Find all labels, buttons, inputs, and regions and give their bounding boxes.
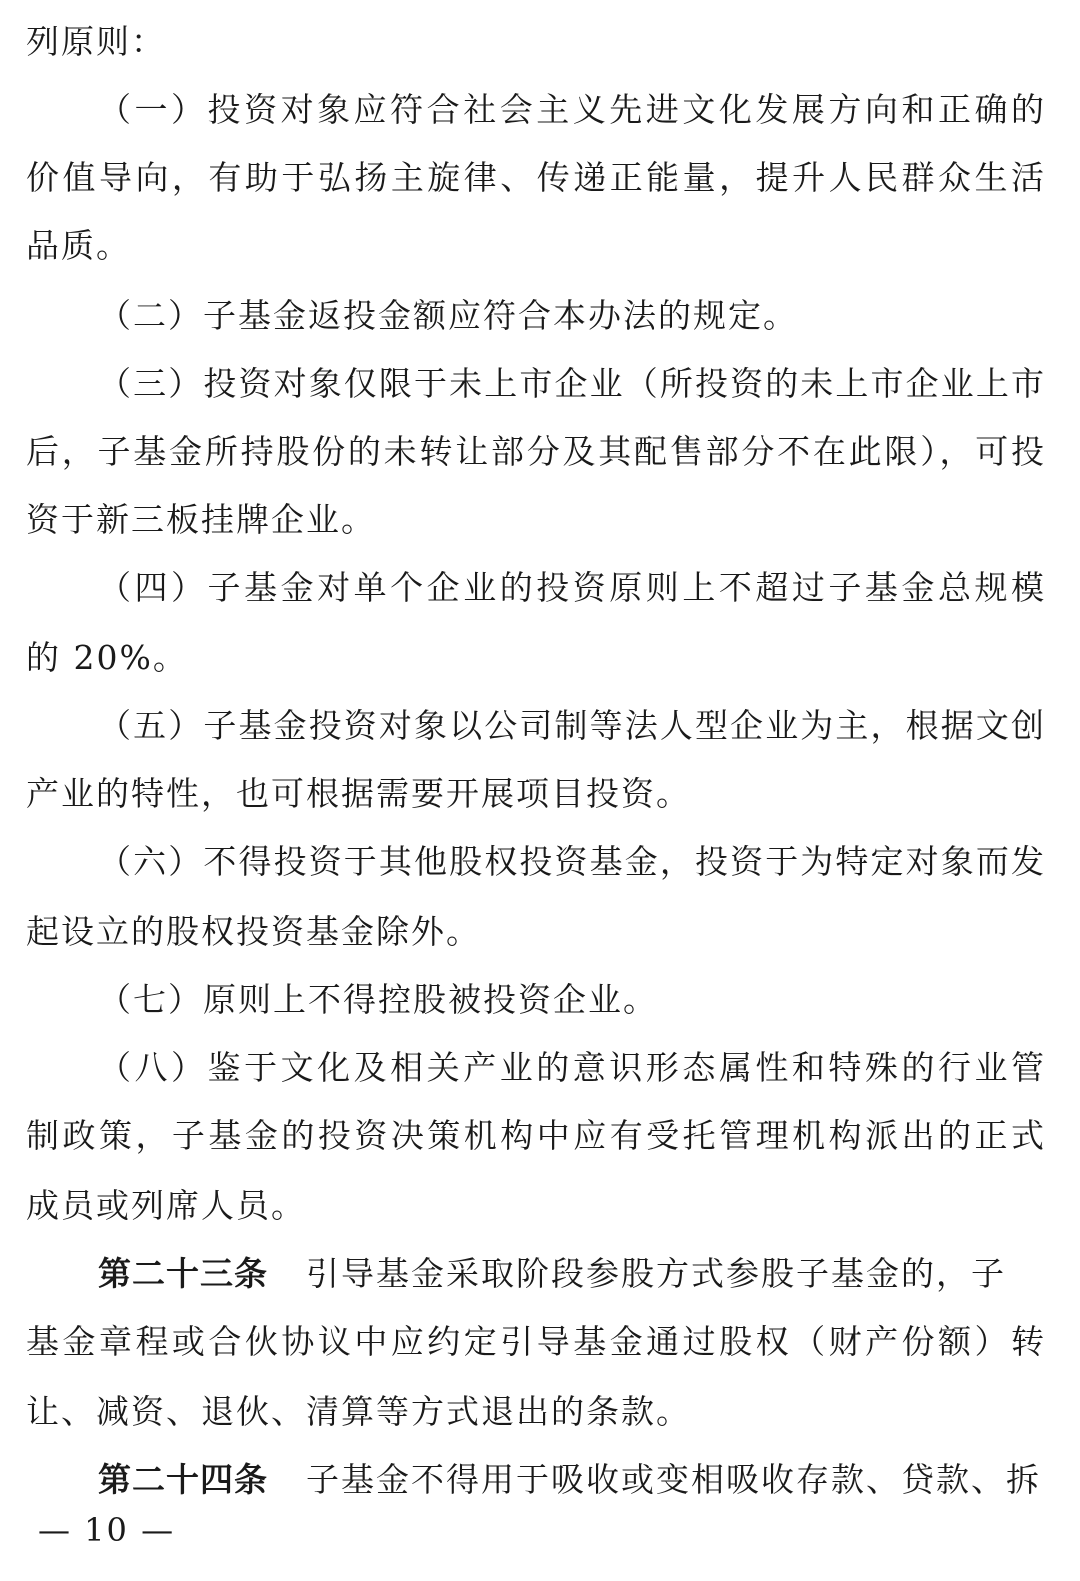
clause-3-line: 资于新三板挂牌企业。 <box>26 500 376 539</box>
article-23-line <box>26 1252 1046 1296</box>
article-24-text: 子基金不得用于吸收或变相吸收存款、贷款、拆 <box>306 1460 1041 1499</box>
clause-8-line: 成员或列席人员。 <box>26 1186 306 1225</box>
clause-3-line: 后，子基金所持股份的未转让部分及其配售部分不在此限），可投 <box>26 432 1046 471</box>
clause-4-line: （四）子基金对单个企业的投资原则上不超过子基金总规模 <box>98 568 1046 607</box>
clause-6-line: （六）不得投资于其他股权投资基金，投资于为特定对象而发 <box>98 842 1046 881</box>
clause-4-line: 的 20%。 <box>26 638 188 677</box>
article-23-heading: 第二十三条 <box>98 1254 268 1293</box>
clause-7-line: （七）原则上不得控股被投资企业。 <box>98 980 658 1019</box>
page-number: — 10 — <box>38 1511 176 1549</box>
article-24-heading: 第二十四条 <box>98 1460 268 1499</box>
clause-8-line: 制政策，子基金的投资决策机构中应有受托管理机构派出的正式 <box>26 1116 1046 1155</box>
clause-1-line: （一）投资对象应符合社会主义先进文化发展方向和正确的 <box>98 90 1046 129</box>
clause-5-line: 产业的特性，也可根据需要开展项目投资。 <box>26 774 691 813</box>
article-24-line <box>26 1458 1046 1502</box>
clause-2-line: （二）子基金返投金额应符合本办法的规定。 <box>98 296 798 335</box>
article-23-line: 基金章程或合伙协议中应约定引导基金通过股权（财产份额）转 <box>26 1322 1046 1361</box>
article-23-line: 让、减资、退伙、清算等方式退出的条款。 <box>26 1392 691 1431</box>
clause-1-line: 品质。 <box>26 226 131 265</box>
clause-6-line: 起设立的股权投资基金除外。 <box>26 912 481 951</box>
clause-5-line: （五）子基金投资对象以公司制等法人型企业为主，根据文创 <box>98 706 1046 745</box>
clause-1-line: 价值导向，有助于弘扬主旋律、传递正能量，提升人民群众生活 <box>26 158 1046 197</box>
article-23-text: 引导基金采取阶段参股方式参股子基金的，子 <box>306 1254 1006 1293</box>
clause-8-line: （八）鉴于文化及相关产业的意识形态属性和特殊的行业管 <box>98 1048 1046 1087</box>
text-line: 列原则： <box>26 22 166 61</box>
clause-3-line: （三）投资对象仅限于未上市企业（所投资的未上市企业上市 <box>98 364 1046 403</box>
